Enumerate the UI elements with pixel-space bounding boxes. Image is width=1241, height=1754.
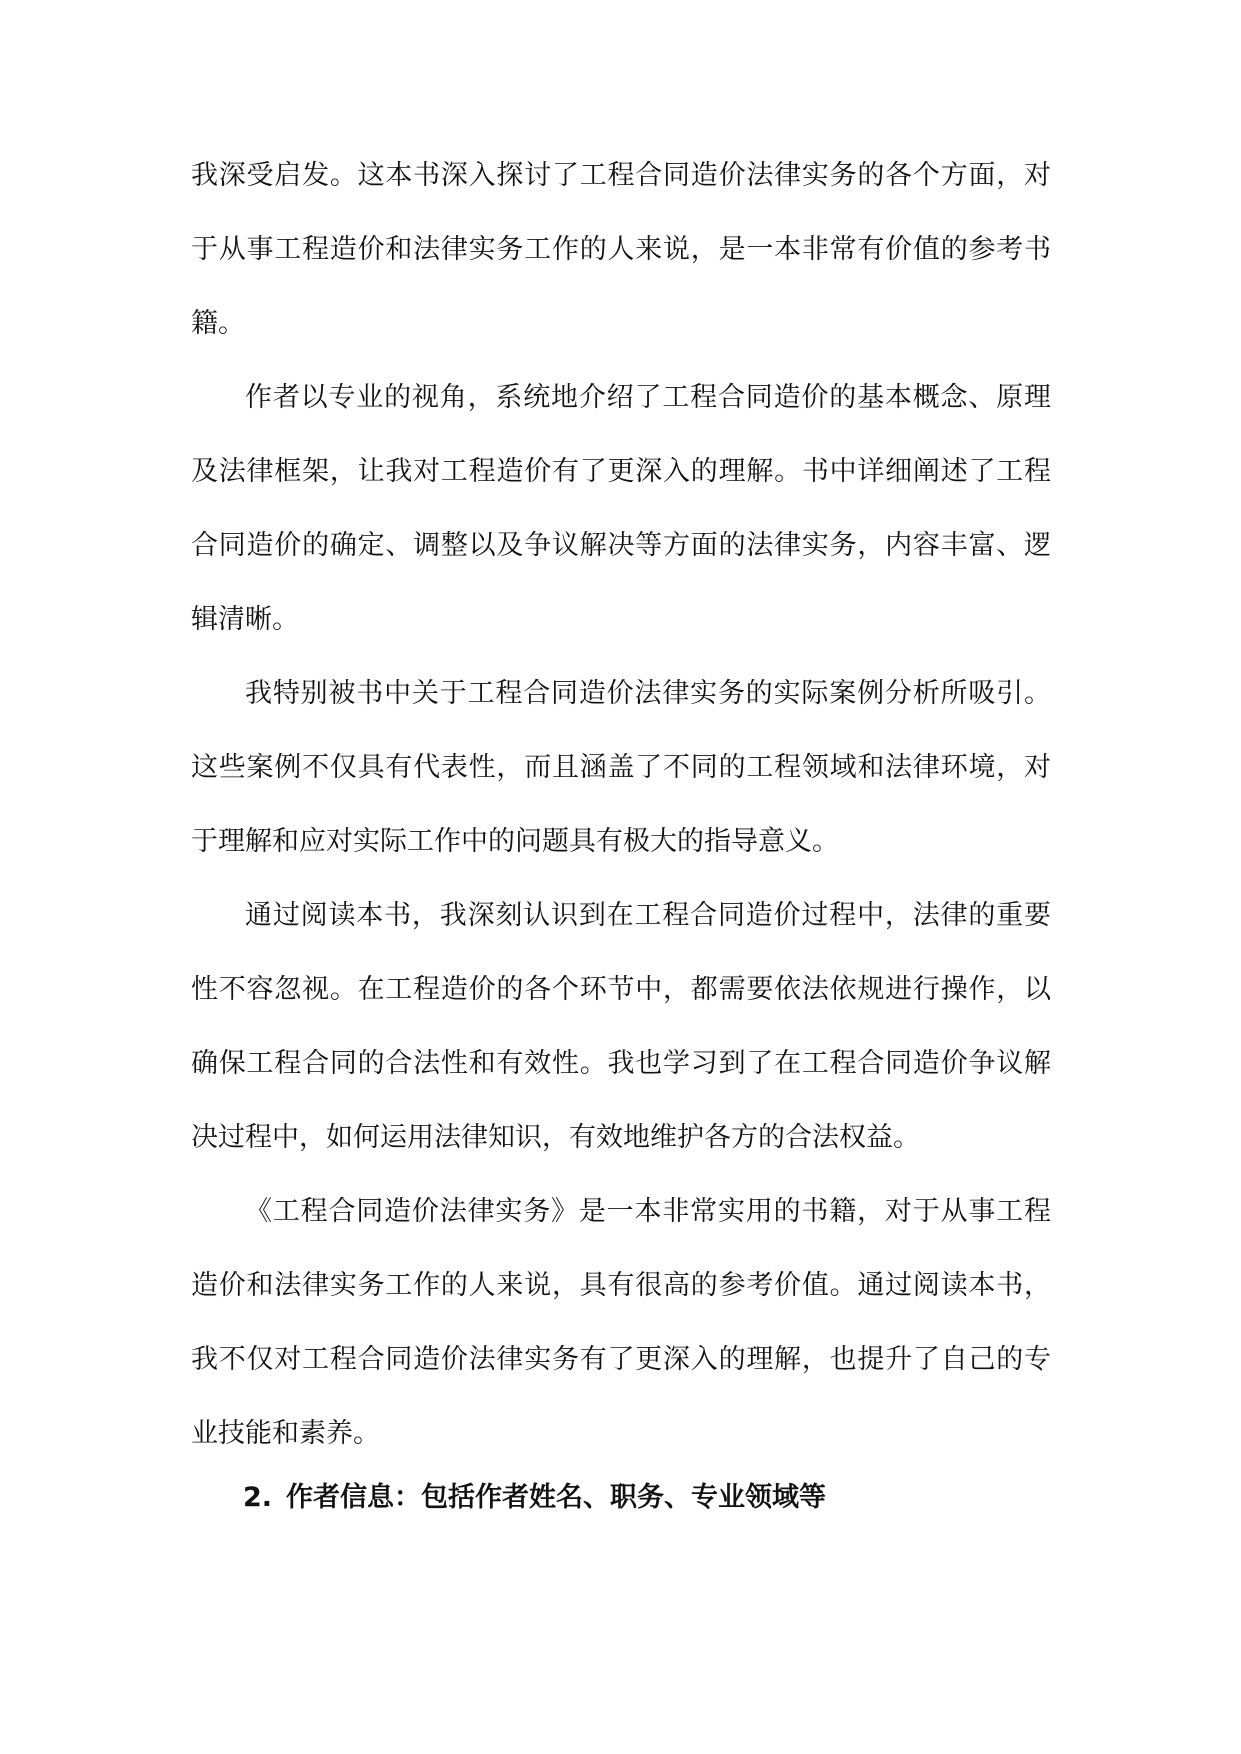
paragraph-4: 通过阅读本书，我深刻认识到在工程合同造价过程中，法律的重要性不容忽视。在工程造价的各个环节中，都需要依法依规进行操作，以确保工程合同的合法性和有效性。我也学习到了在工程合同造价争议解决过程中，如何运用法律知识，有效地维护各方的合法权益。 [191, 900, 1051, 1153]
paragraph-1: 我深受启发。这本书深入探讨了工程合同造价法律实务的各个方面，对于从事工程造价和法律实务工作的人来说，是一本非常有价值的参考书籍。 [191, 160, 1051, 339]
body-text [191, 139, 1051, 1471]
section-heading [243, 1478, 826, 1518]
section-heading-text: 作者信息：包括作者姓名、职务、专业领域等 [286, 1482, 827, 1513]
section-heading-number: 2. [243, 1482, 273, 1513]
paragraph-2: 作者以专业的视角，系统地介绍了工程合同造价的基本概念、原理及法律框架，让我对工程造价有了更深入的理解。书中详细阐述了工程合同造价的确定、调整以及争议解决等方面的法律实务，内容丰富、逻辑清晰。 [191, 382, 1051, 635]
paragraph-3: 我特别被书中关于工程合同造价法律实务的实际案例分析所吸引。这些案例不仅具有代表性，而且涵盖了不同的工程领域和法律环境，对于理解和应对实际工作中的问题具有极大的指导意义。 [191, 678, 1051, 857]
paragraph-5: 《工程合同造价法律实务》是一本非常实用的书籍，对于从事工程造价和法律实务工作的人来说，具有很高的参考价值。通过阅读本书，我不仅对工程合同造价法律实务有了更深入的理解，也提升了自己的专业技能和素养。 [191, 1196, 1051, 1449]
